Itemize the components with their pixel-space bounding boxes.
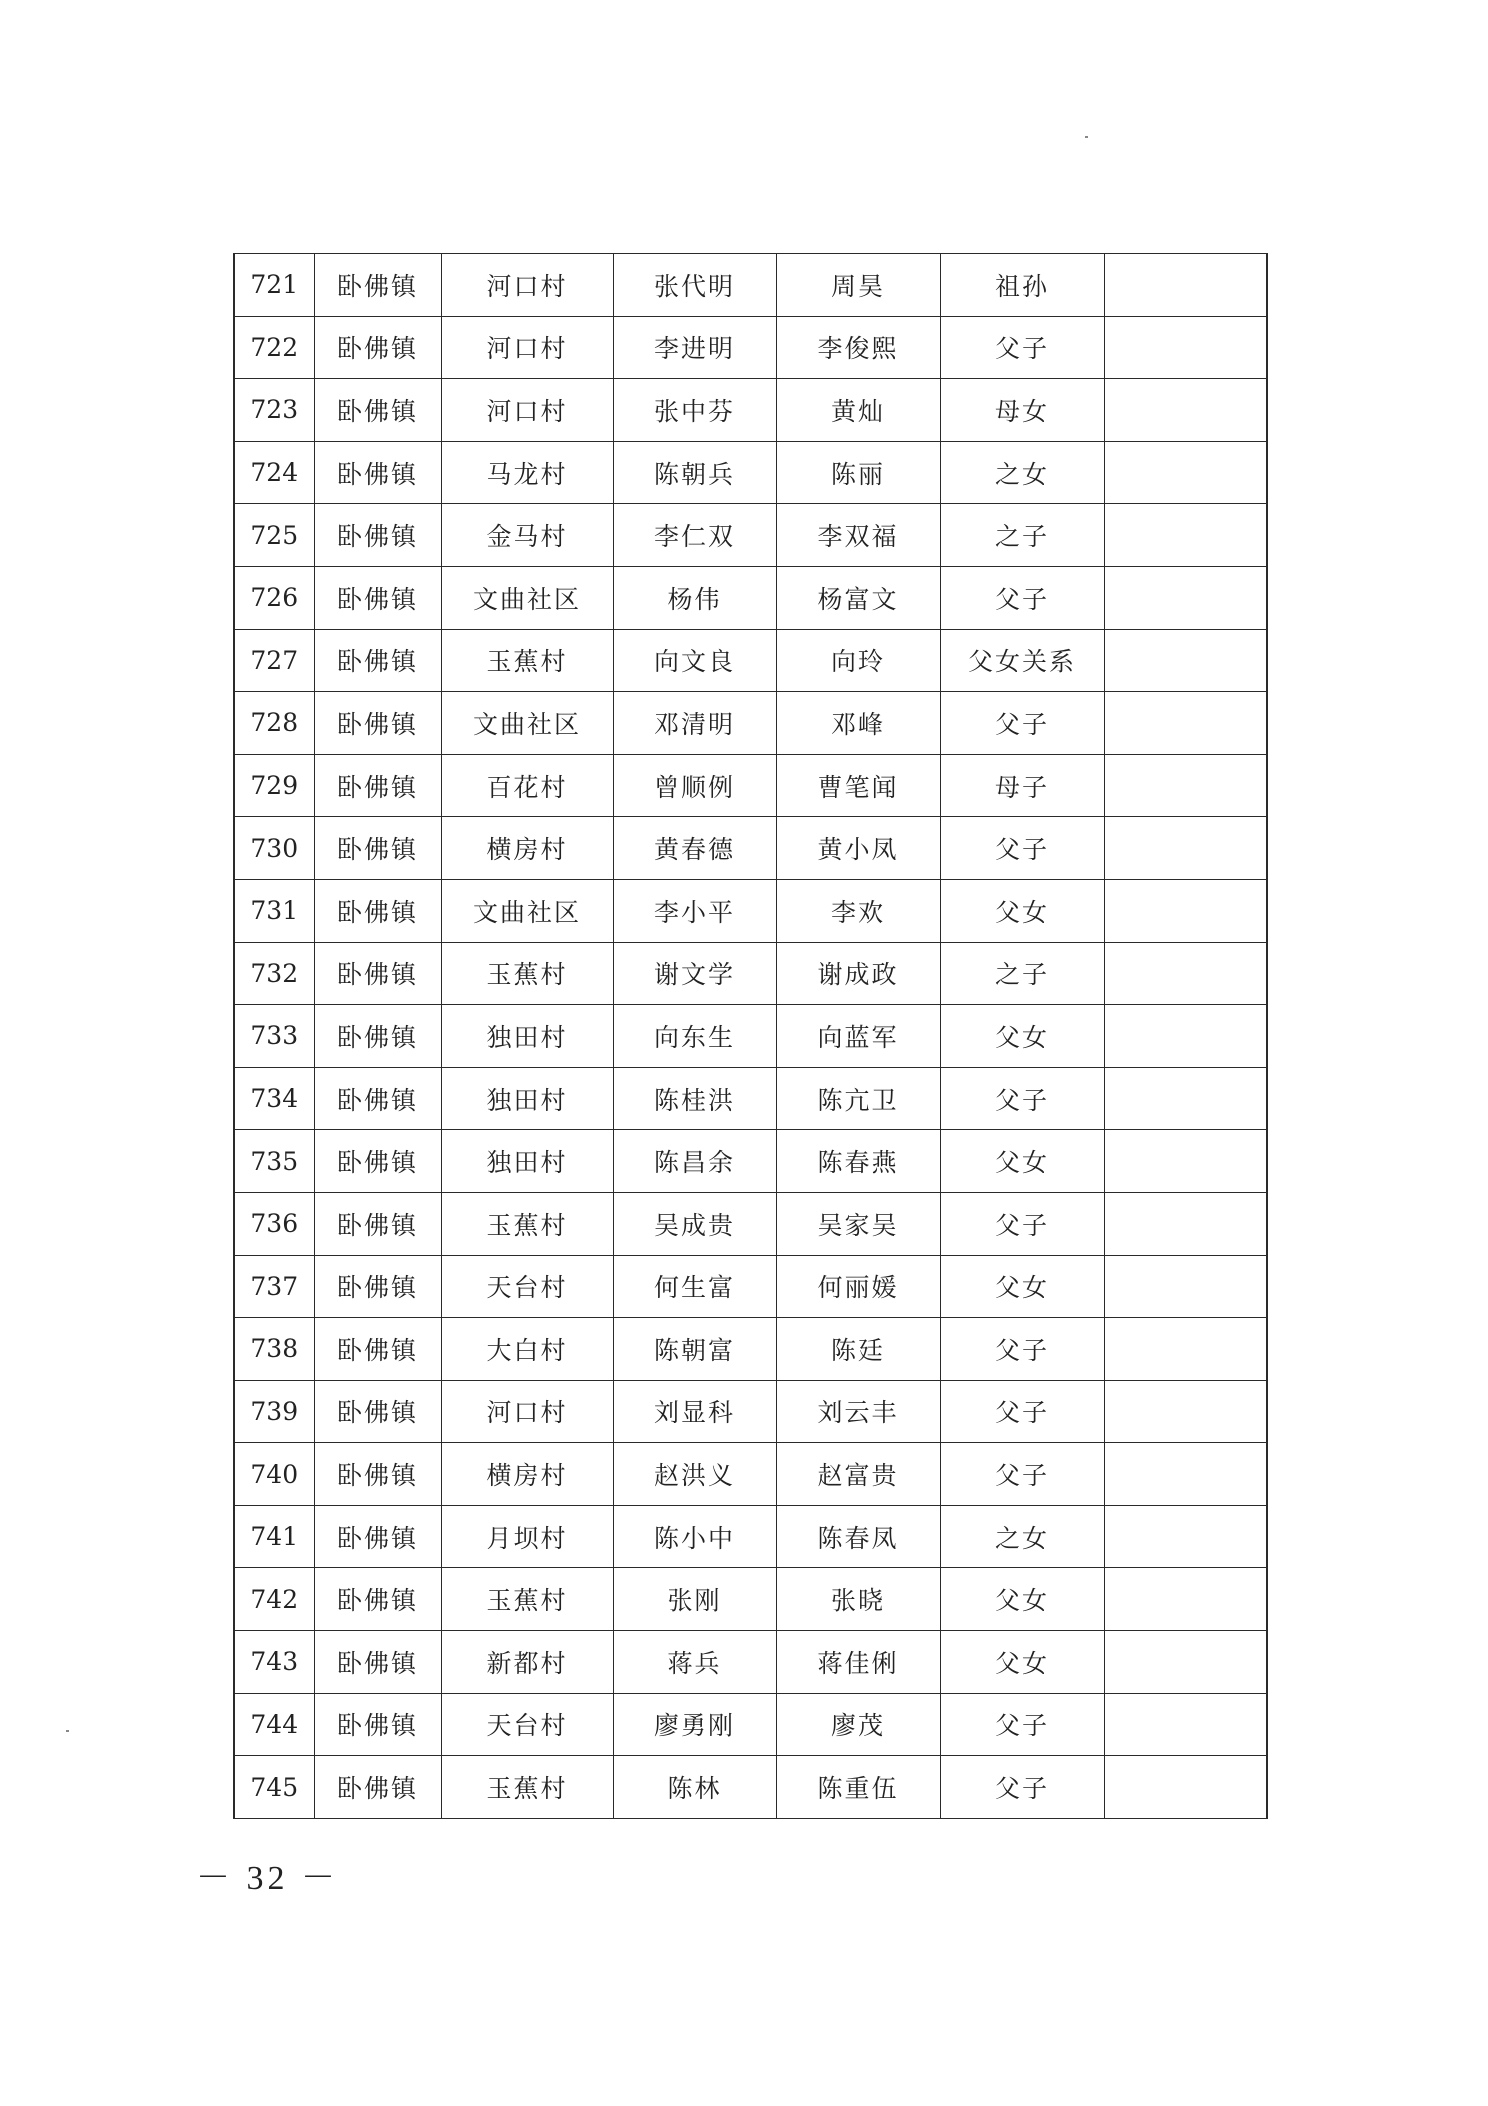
town-cell: 卧佛镇 [314, 879, 441, 942]
related-name-cell: 张晓 [776, 1568, 940, 1631]
roster-table [233, 253, 1268, 1819]
table-row [234, 441, 1267, 504]
name-cell: 张代明 [613, 254, 776, 317]
village-cell: 河口村 [441, 1380, 613, 1443]
table-row [234, 254, 1267, 317]
name-cell: 邓清明 [613, 692, 776, 755]
table-row [234, 379, 1267, 442]
town-cell: 卧佛镇 [314, 1756, 441, 1819]
remarks-cell [1104, 692, 1267, 755]
name-cell: 黄春德 [613, 817, 776, 880]
related-name-cell: 李俊熙 [776, 316, 940, 379]
row-number: 744 [234, 1693, 314, 1756]
relationship-cell: 母女 [940, 379, 1104, 442]
relationship-cell: 之子 [940, 504, 1104, 567]
relationship-cell: 父子 [940, 817, 1104, 880]
related-name-cell: 黄小凤 [776, 817, 940, 880]
relationship-cell: 父女 [940, 1568, 1104, 1631]
town-cell: 卧佛镇 [314, 1443, 441, 1506]
table-row [234, 754, 1267, 817]
village-cell: 月坝村 [441, 1505, 613, 1568]
table-row [234, 817, 1267, 880]
town-cell: 卧佛镇 [314, 1318, 441, 1381]
remarks-cell [1104, 1318, 1267, 1381]
remarks-cell [1104, 254, 1267, 317]
remarks-cell [1104, 1130, 1267, 1193]
table-row [234, 879, 1267, 942]
town-cell: 卧佛镇 [314, 1568, 441, 1631]
row-number: 726 [234, 566, 314, 629]
remarks-cell [1104, 879, 1267, 942]
village-cell: 百花村 [441, 754, 613, 817]
remarks-cell [1104, 942, 1267, 1005]
relationship-cell: 父女 [940, 1255, 1104, 1318]
row-number: 725 [234, 504, 314, 567]
table-row [234, 1693, 1267, 1756]
village-cell: 玉蕉村 [441, 629, 613, 692]
row-number: 737 [234, 1255, 314, 1318]
name-cell: 何生富 [613, 1255, 776, 1318]
name-cell: 蒋兵 [613, 1631, 776, 1694]
related-name-cell: 刘云丰 [776, 1380, 940, 1443]
village-cell: 横房村 [441, 817, 613, 880]
related-name-cell: 李欢 [776, 879, 940, 942]
village-cell: 天台村 [441, 1255, 613, 1318]
name-cell: 陈昌余 [613, 1130, 776, 1193]
related-name-cell: 周昊 [776, 254, 940, 317]
remarks-cell [1104, 1756, 1267, 1819]
town-cell: 卧佛镇 [314, 1067, 441, 1130]
related-name-cell: 邓峰 [776, 692, 940, 755]
table-row [234, 566, 1267, 629]
town-cell: 卧佛镇 [314, 441, 441, 504]
remarks-cell [1104, 504, 1267, 567]
village-cell: 独田村 [441, 1067, 613, 1130]
related-name-cell: 谢成政 [776, 942, 940, 1005]
row-number: 735 [234, 1130, 314, 1193]
village-cell: 玉蕉村 [441, 1192, 613, 1255]
relationship-cell: 父子 [940, 566, 1104, 629]
relationship-cell: 父子 [940, 316, 1104, 379]
town-cell: 卧佛镇 [314, 1693, 441, 1756]
village-cell: 文曲社区 [441, 692, 613, 755]
relationship-cell: 父子 [940, 1756, 1104, 1819]
remarks-cell [1104, 441, 1267, 504]
remarks-cell [1104, 1005, 1267, 1068]
table-row [234, 1505, 1267, 1568]
remarks-cell [1104, 1505, 1267, 1568]
related-name-cell: 蒋佳俐 [776, 1631, 940, 1694]
relationship-cell: 父女关系 [940, 629, 1104, 692]
row-number: 743 [234, 1631, 314, 1694]
table-row [234, 1318, 1267, 1381]
table-row [234, 504, 1267, 567]
name-cell: 谢文学 [613, 942, 776, 1005]
related-name-cell: 李双福 [776, 504, 940, 567]
name-cell: 廖勇刚 [613, 1693, 776, 1756]
related-name-cell: 廖茂 [776, 1693, 940, 1756]
town-cell: 卧佛镇 [314, 817, 441, 880]
town-cell: 卧佛镇 [314, 1380, 441, 1443]
name-cell: 张刚 [613, 1568, 776, 1631]
village-cell: 玉蕉村 [441, 1756, 613, 1819]
relationship-cell: 之女 [940, 1505, 1104, 1568]
row-number: 730 [234, 817, 314, 880]
related-name-cell: 陈亢卫 [776, 1067, 940, 1130]
town-cell: 卧佛镇 [314, 1505, 441, 1568]
related-name-cell: 陈丽 [776, 441, 940, 504]
related-name-cell: 吴家吴 [776, 1192, 940, 1255]
relationship-cell: 父子 [940, 1380, 1104, 1443]
name-cell: 陈小中 [613, 1505, 776, 1568]
row-number: 739 [234, 1380, 314, 1443]
village-cell: 大白村 [441, 1318, 613, 1381]
table-row [234, 1255, 1267, 1318]
table-row [234, 1631, 1267, 1694]
table-row [234, 692, 1267, 755]
remarks-cell [1104, 566, 1267, 629]
relationship-cell: 父子 [940, 1693, 1104, 1756]
row-number: 741 [234, 1505, 314, 1568]
relationship-cell: 父子 [940, 692, 1104, 755]
relationship-cell: 之子 [940, 942, 1104, 1005]
town-cell: 卧佛镇 [314, 566, 441, 629]
relationship-cell: 父女 [940, 879, 1104, 942]
village-cell: 玉蕉村 [441, 942, 613, 1005]
name-cell: 李进明 [613, 316, 776, 379]
relationship-cell: 父子 [940, 1067, 1104, 1130]
related-name-cell: 黄灿 [776, 379, 940, 442]
row-number: 745 [234, 1756, 314, 1819]
page-number: － 32 － [196, 1860, 339, 1897]
related-name-cell: 陈春凤 [776, 1505, 940, 1568]
name-cell: 李小平 [613, 879, 776, 942]
related-name-cell: 陈重伍 [776, 1756, 940, 1819]
row-number: 721 [234, 254, 314, 317]
related-name-cell: 杨富文 [776, 566, 940, 629]
town-cell: 卧佛镇 [314, 1130, 441, 1193]
relationship-cell: 父女 [940, 1130, 1104, 1193]
row-number: 740 [234, 1443, 314, 1506]
relationship-cell: 父子 [940, 1318, 1104, 1381]
table-row [234, 1067, 1267, 1130]
remarks-cell [1104, 1192, 1267, 1255]
row-number: 727 [234, 629, 314, 692]
town-cell: 卧佛镇 [314, 1192, 441, 1255]
town-cell: 卧佛镇 [314, 1255, 441, 1318]
table-row [234, 629, 1267, 692]
relationship-cell: 父女 [940, 1631, 1104, 1694]
name-cell: 杨伟 [613, 566, 776, 629]
town-cell: 卧佛镇 [314, 316, 441, 379]
related-name-cell: 赵富贵 [776, 1443, 940, 1506]
table-row [234, 1443, 1267, 1506]
town-cell: 卧佛镇 [314, 629, 441, 692]
roster-body [234, 254, 1267, 1819]
name-cell: 陈朝富 [613, 1318, 776, 1381]
relationship-cell: 母子 [940, 754, 1104, 817]
row-number: 729 [234, 754, 314, 817]
table-row [234, 316, 1267, 379]
remarks-cell [1104, 1693, 1267, 1756]
related-name-cell: 陈廷 [776, 1318, 940, 1381]
table-row [234, 1756, 1267, 1819]
related-name-cell: 向蓝军 [776, 1005, 940, 1068]
row-number: 731 [234, 879, 314, 942]
name-cell: 向文良 [613, 629, 776, 692]
remarks-cell [1104, 316, 1267, 379]
remarks-cell [1104, 1067, 1267, 1130]
name-cell: 张中芬 [613, 379, 776, 442]
village-cell: 金马村 [441, 504, 613, 567]
row-number: 732 [234, 942, 314, 1005]
remarks-cell [1104, 754, 1267, 817]
town-cell: 卧佛镇 [314, 1631, 441, 1694]
relationship-cell: 之女 [940, 441, 1104, 504]
related-name-cell: 何丽媛 [776, 1255, 940, 1318]
village-cell: 河口村 [441, 316, 613, 379]
scan-speck [1085, 136, 1088, 138]
table-row [234, 1192, 1267, 1255]
row-number: 734 [234, 1067, 314, 1130]
village-cell: 马龙村 [441, 441, 613, 504]
relationship-cell: 父子 [940, 1443, 1104, 1506]
remarks-cell [1104, 1443, 1267, 1506]
row-number: 733 [234, 1005, 314, 1068]
table-row [234, 1568, 1267, 1631]
name-cell: 刘显科 [613, 1380, 776, 1443]
table-row [234, 1380, 1267, 1443]
village-cell: 独田村 [441, 1130, 613, 1193]
village-cell: 天台村 [441, 1693, 613, 1756]
related-name-cell: 曹笔闻 [776, 754, 940, 817]
village-cell: 独田村 [441, 1005, 613, 1068]
name-cell: 李仁双 [613, 504, 776, 567]
village-cell: 河口村 [441, 379, 613, 442]
scan-speck [66, 1730, 69, 1732]
related-name-cell: 陈春燕 [776, 1130, 940, 1193]
remarks-cell [1104, 1380, 1267, 1443]
table-row [234, 942, 1267, 1005]
name-cell: 陈朝兵 [613, 441, 776, 504]
name-cell: 赵洪义 [613, 1443, 776, 1506]
town-cell: 卧佛镇 [314, 254, 441, 317]
row-number: 723 [234, 379, 314, 442]
name-cell: 曾顺例 [613, 754, 776, 817]
town-cell: 卧佛镇 [314, 692, 441, 755]
village-cell: 横房村 [441, 1443, 613, 1506]
row-number: 742 [234, 1568, 314, 1631]
relationship-cell: 祖孙 [940, 254, 1104, 317]
name-cell: 陈林 [613, 1756, 776, 1819]
town-cell: 卧佛镇 [314, 504, 441, 567]
table-row [234, 1130, 1267, 1193]
village-cell: 文曲社区 [441, 566, 613, 629]
town-cell: 卧佛镇 [314, 1005, 441, 1068]
remarks-cell [1104, 817, 1267, 880]
row-number: 738 [234, 1318, 314, 1381]
village-cell: 河口村 [441, 254, 613, 317]
town-cell: 卧佛镇 [314, 754, 441, 817]
town-cell: 卧佛镇 [314, 379, 441, 442]
related-name-cell: 向玲 [776, 629, 940, 692]
remarks-cell [1104, 379, 1267, 442]
relationship-cell: 父子 [940, 1192, 1104, 1255]
village-cell: 文曲社区 [441, 879, 613, 942]
row-number: 736 [234, 1192, 314, 1255]
name-cell: 向东生 [613, 1005, 776, 1068]
remarks-cell [1104, 1568, 1267, 1631]
town-cell: 卧佛镇 [314, 942, 441, 1005]
row-number: 724 [234, 441, 314, 504]
row-number: 722 [234, 316, 314, 379]
table-row [234, 1005, 1267, 1068]
remarks-cell [1104, 1631, 1267, 1694]
name-cell: 吴成贵 [613, 1192, 776, 1255]
remarks-cell [1104, 1255, 1267, 1318]
village-cell: 新都村 [441, 1631, 613, 1694]
name-cell: 陈桂洪 [613, 1067, 776, 1130]
relationship-cell: 父女 [940, 1005, 1104, 1068]
row-number: 728 [234, 692, 314, 755]
remarks-cell [1104, 629, 1267, 692]
village-cell: 玉蕉村 [441, 1568, 613, 1631]
